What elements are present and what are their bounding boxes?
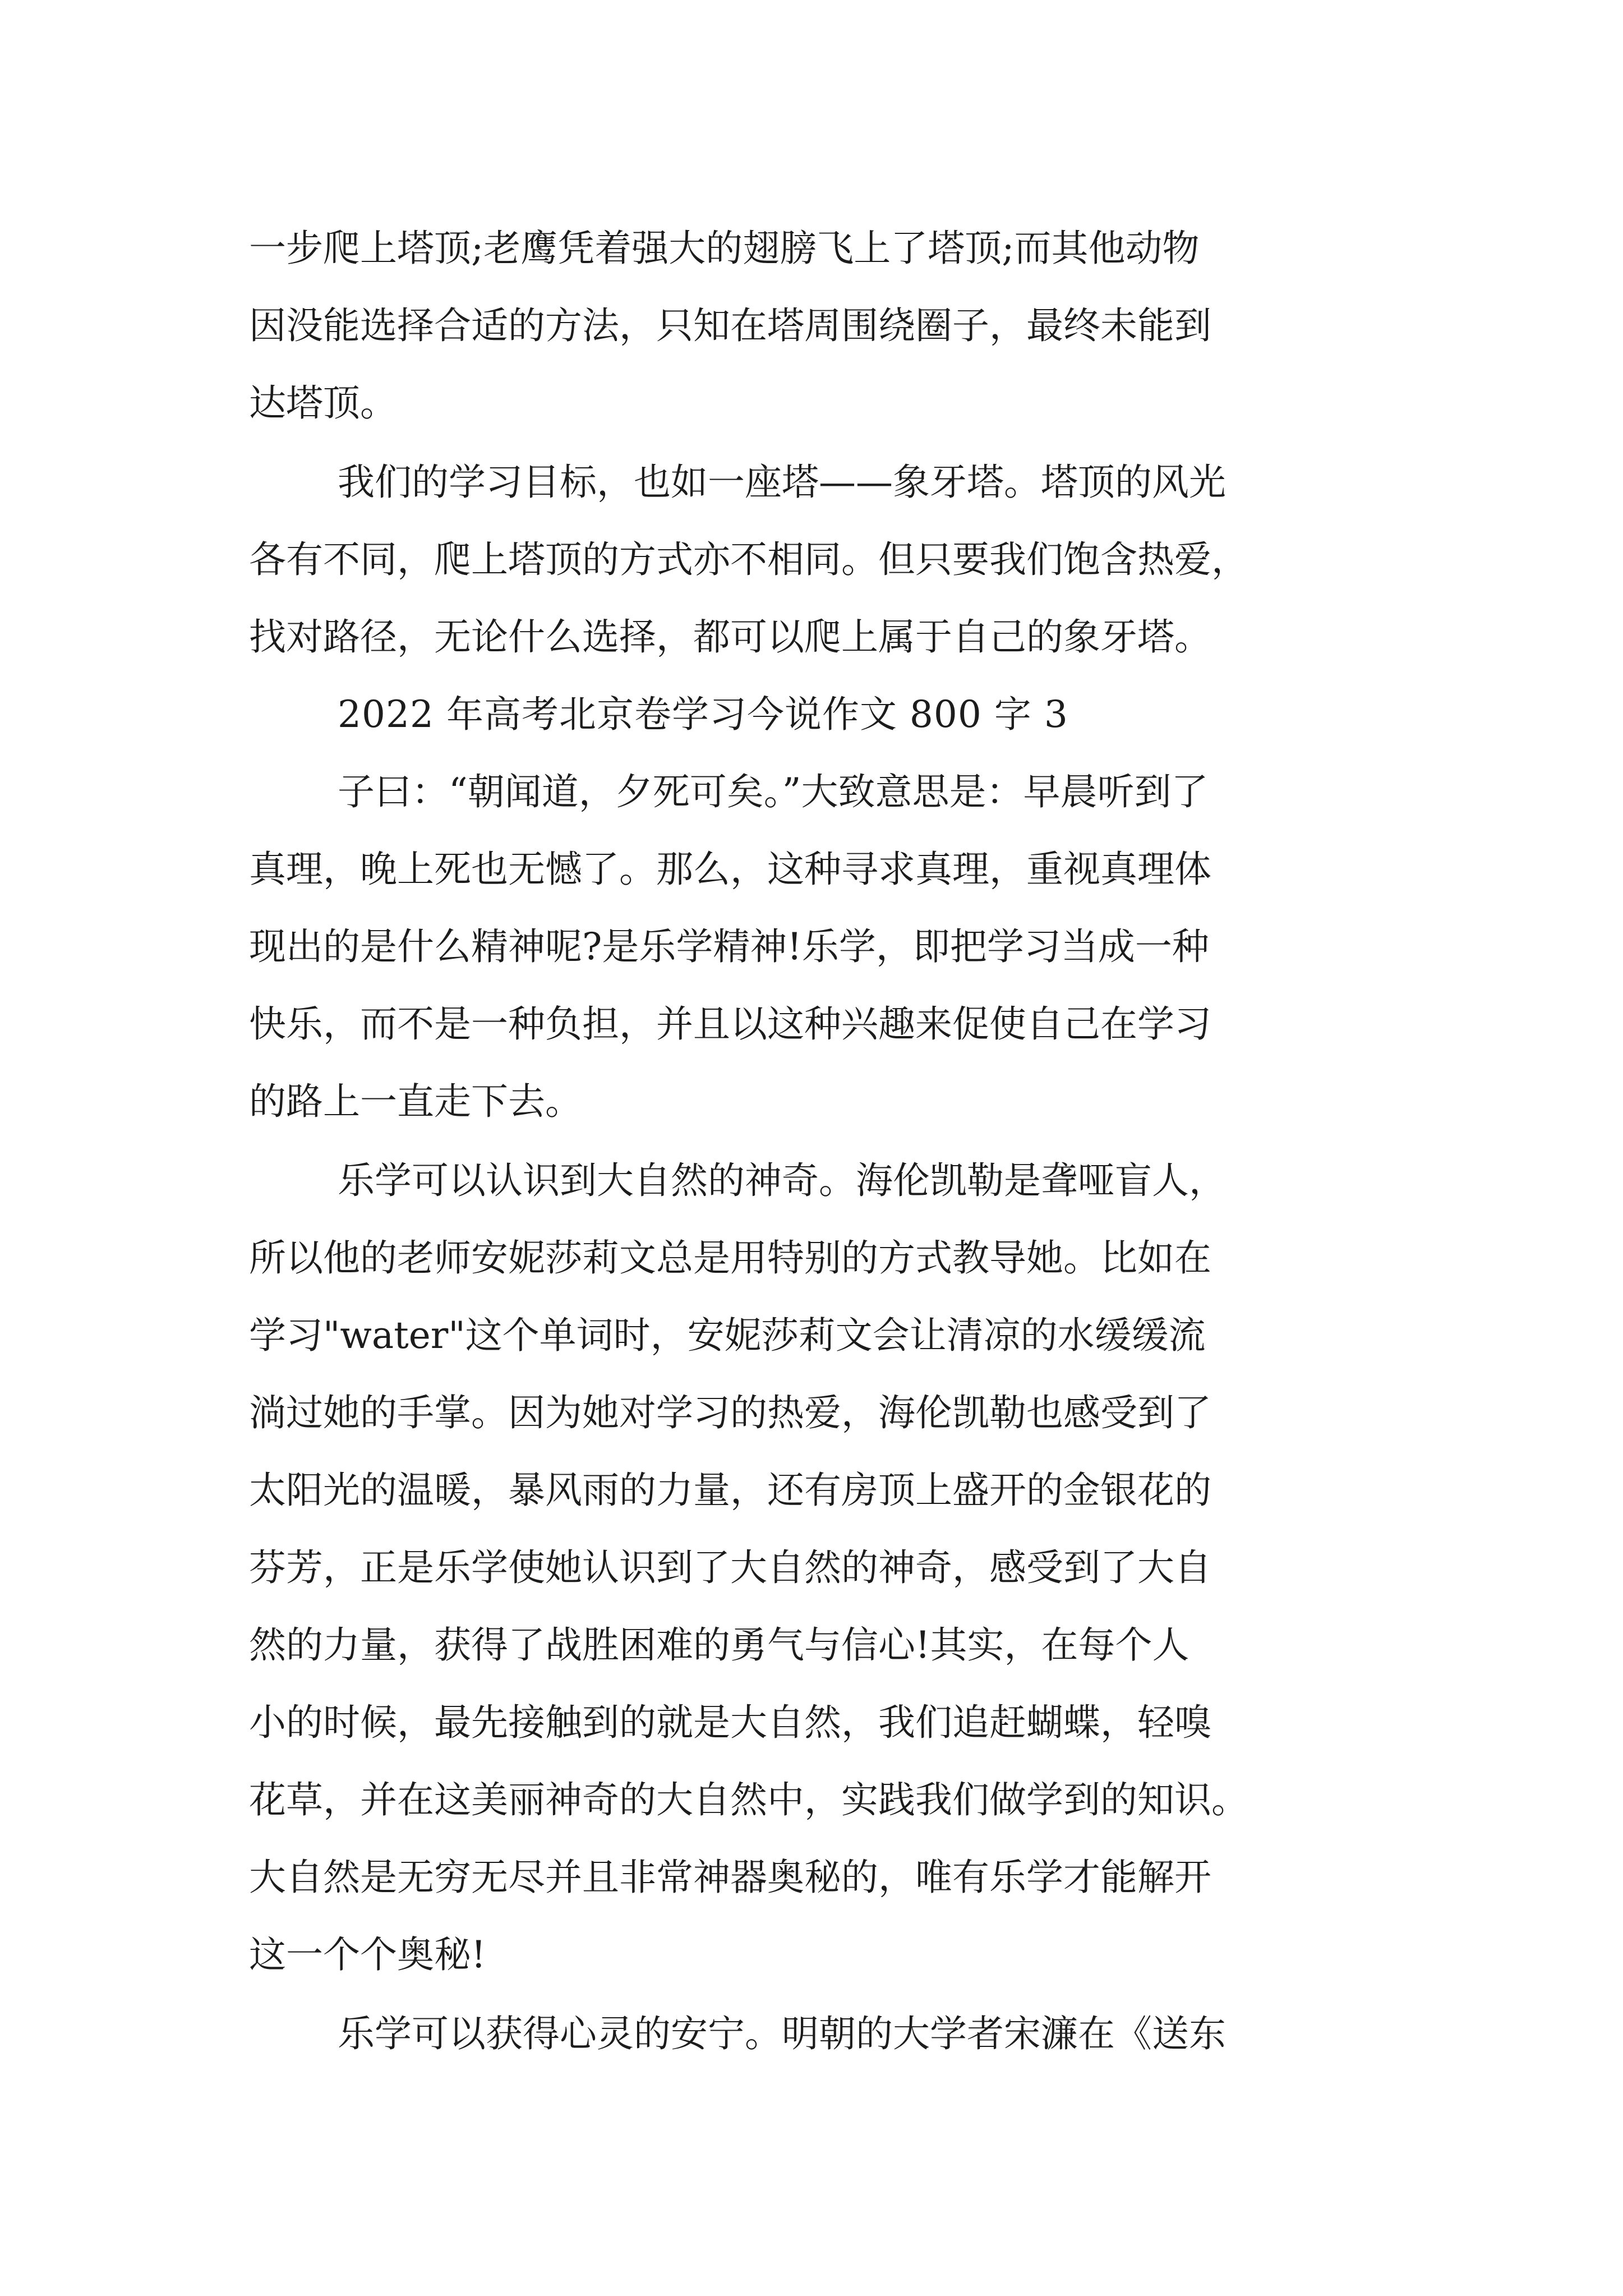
paragraph-first-line: 子曰：“朝闻道，夕死可矣。”大致意思是：早晨听到了 bbox=[338, 770, 1209, 813]
text-line: 淌过她的手掌。因为她对学习的热爱，海伦凯勒也感受到了 bbox=[249, 1391, 1211, 1434]
paragraph-first-line: 乐学可以认识到大自然的神奇。海伦凯勒是聋哑盲人， bbox=[338, 1159, 1226, 1202]
text-line: 小的时候，最先接触到的就是大自然，我们追赶蝴蝶，轻嗅 bbox=[249, 1701, 1211, 1744]
paragraph-first-line: 我们的学习目标，也如一座塔——象牙塔。塔顶的风光 bbox=[338, 461, 1226, 504]
text-line: 真理，晚上死也无憾了。那么，这种寻求真理，重视真理体 bbox=[249, 848, 1211, 891]
text-line: 太阳光的温暖，暴风雨的力量，还有房顶上盛开的金银花的 bbox=[249, 1469, 1211, 1512]
text-line: 各有不同，爬上塔顶的方式亦不相同。但只要我们饱含热爱， bbox=[249, 538, 1248, 581]
text-line: 达塔顶。 bbox=[249, 381, 397, 425]
section-heading: 2022 年高考北京卷学习今说作文 800 字 3 bbox=[338, 693, 1068, 736]
text-line: 的路上一直走下去。 bbox=[249, 1080, 582, 1123]
text-line: 花草，并在这美丽神奇的大自然中，实践我们做学到的知识。 bbox=[249, 1778, 1248, 1821]
text-line: 大自然是无穷无尽并且非常神器奥秘的，唯有乐学才能解开 bbox=[249, 1856, 1211, 1899]
text-line: 学习"water"这个单词时，安妮莎莉文会让清凉的水缓缓流 bbox=[249, 1314, 1206, 1357]
text-line: 找对路径，无论什么选择，都可以爬上属于自己的象牙塔。 bbox=[249, 615, 1211, 659]
text-line: 一步爬上塔顶;老鹰凭着强大的翅膀飞上了塔顶;而其他动物 bbox=[249, 227, 1200, 270]
text-line: 所以他的老师安妮莎莉文总是用特别的方式教导她。比如在 bbox=[249, 1236, 1211, 1280]
text-line: 快乐，而不是一种负担，并且以这种兴趣来促使自己在学习 bbox=[249, 1002, 1211, 1046]
text-line: 芬芳，正是乐学使她认识到了大自然的神奇，感受到了大自 bbox=[249, 1546, 1211, 1589]
text-line: 这一个个奥秘! bbox=[249, 1933, 486, 1976]
text-line: 现出的是什么精神呢?是乐学精神!乐学，即把学习当成一种 bbox=[249, 925, 1209, 968]
text-line: 然的力量，获得了战胜困难的勇气与信心!其实，在每个人 bbox=[249, 1623, 1189, 1667]
paragraph-first-line: 乐学可以获得心灵的安宁。明朝的大学者宋濂在《送东 bbox=[338, 2012, 1226, 2055]
text-line: 因没能选择合适的方法，只知在塔周围绕圈子，最终未能到 bbox=[249, 304, 1211, 347]
